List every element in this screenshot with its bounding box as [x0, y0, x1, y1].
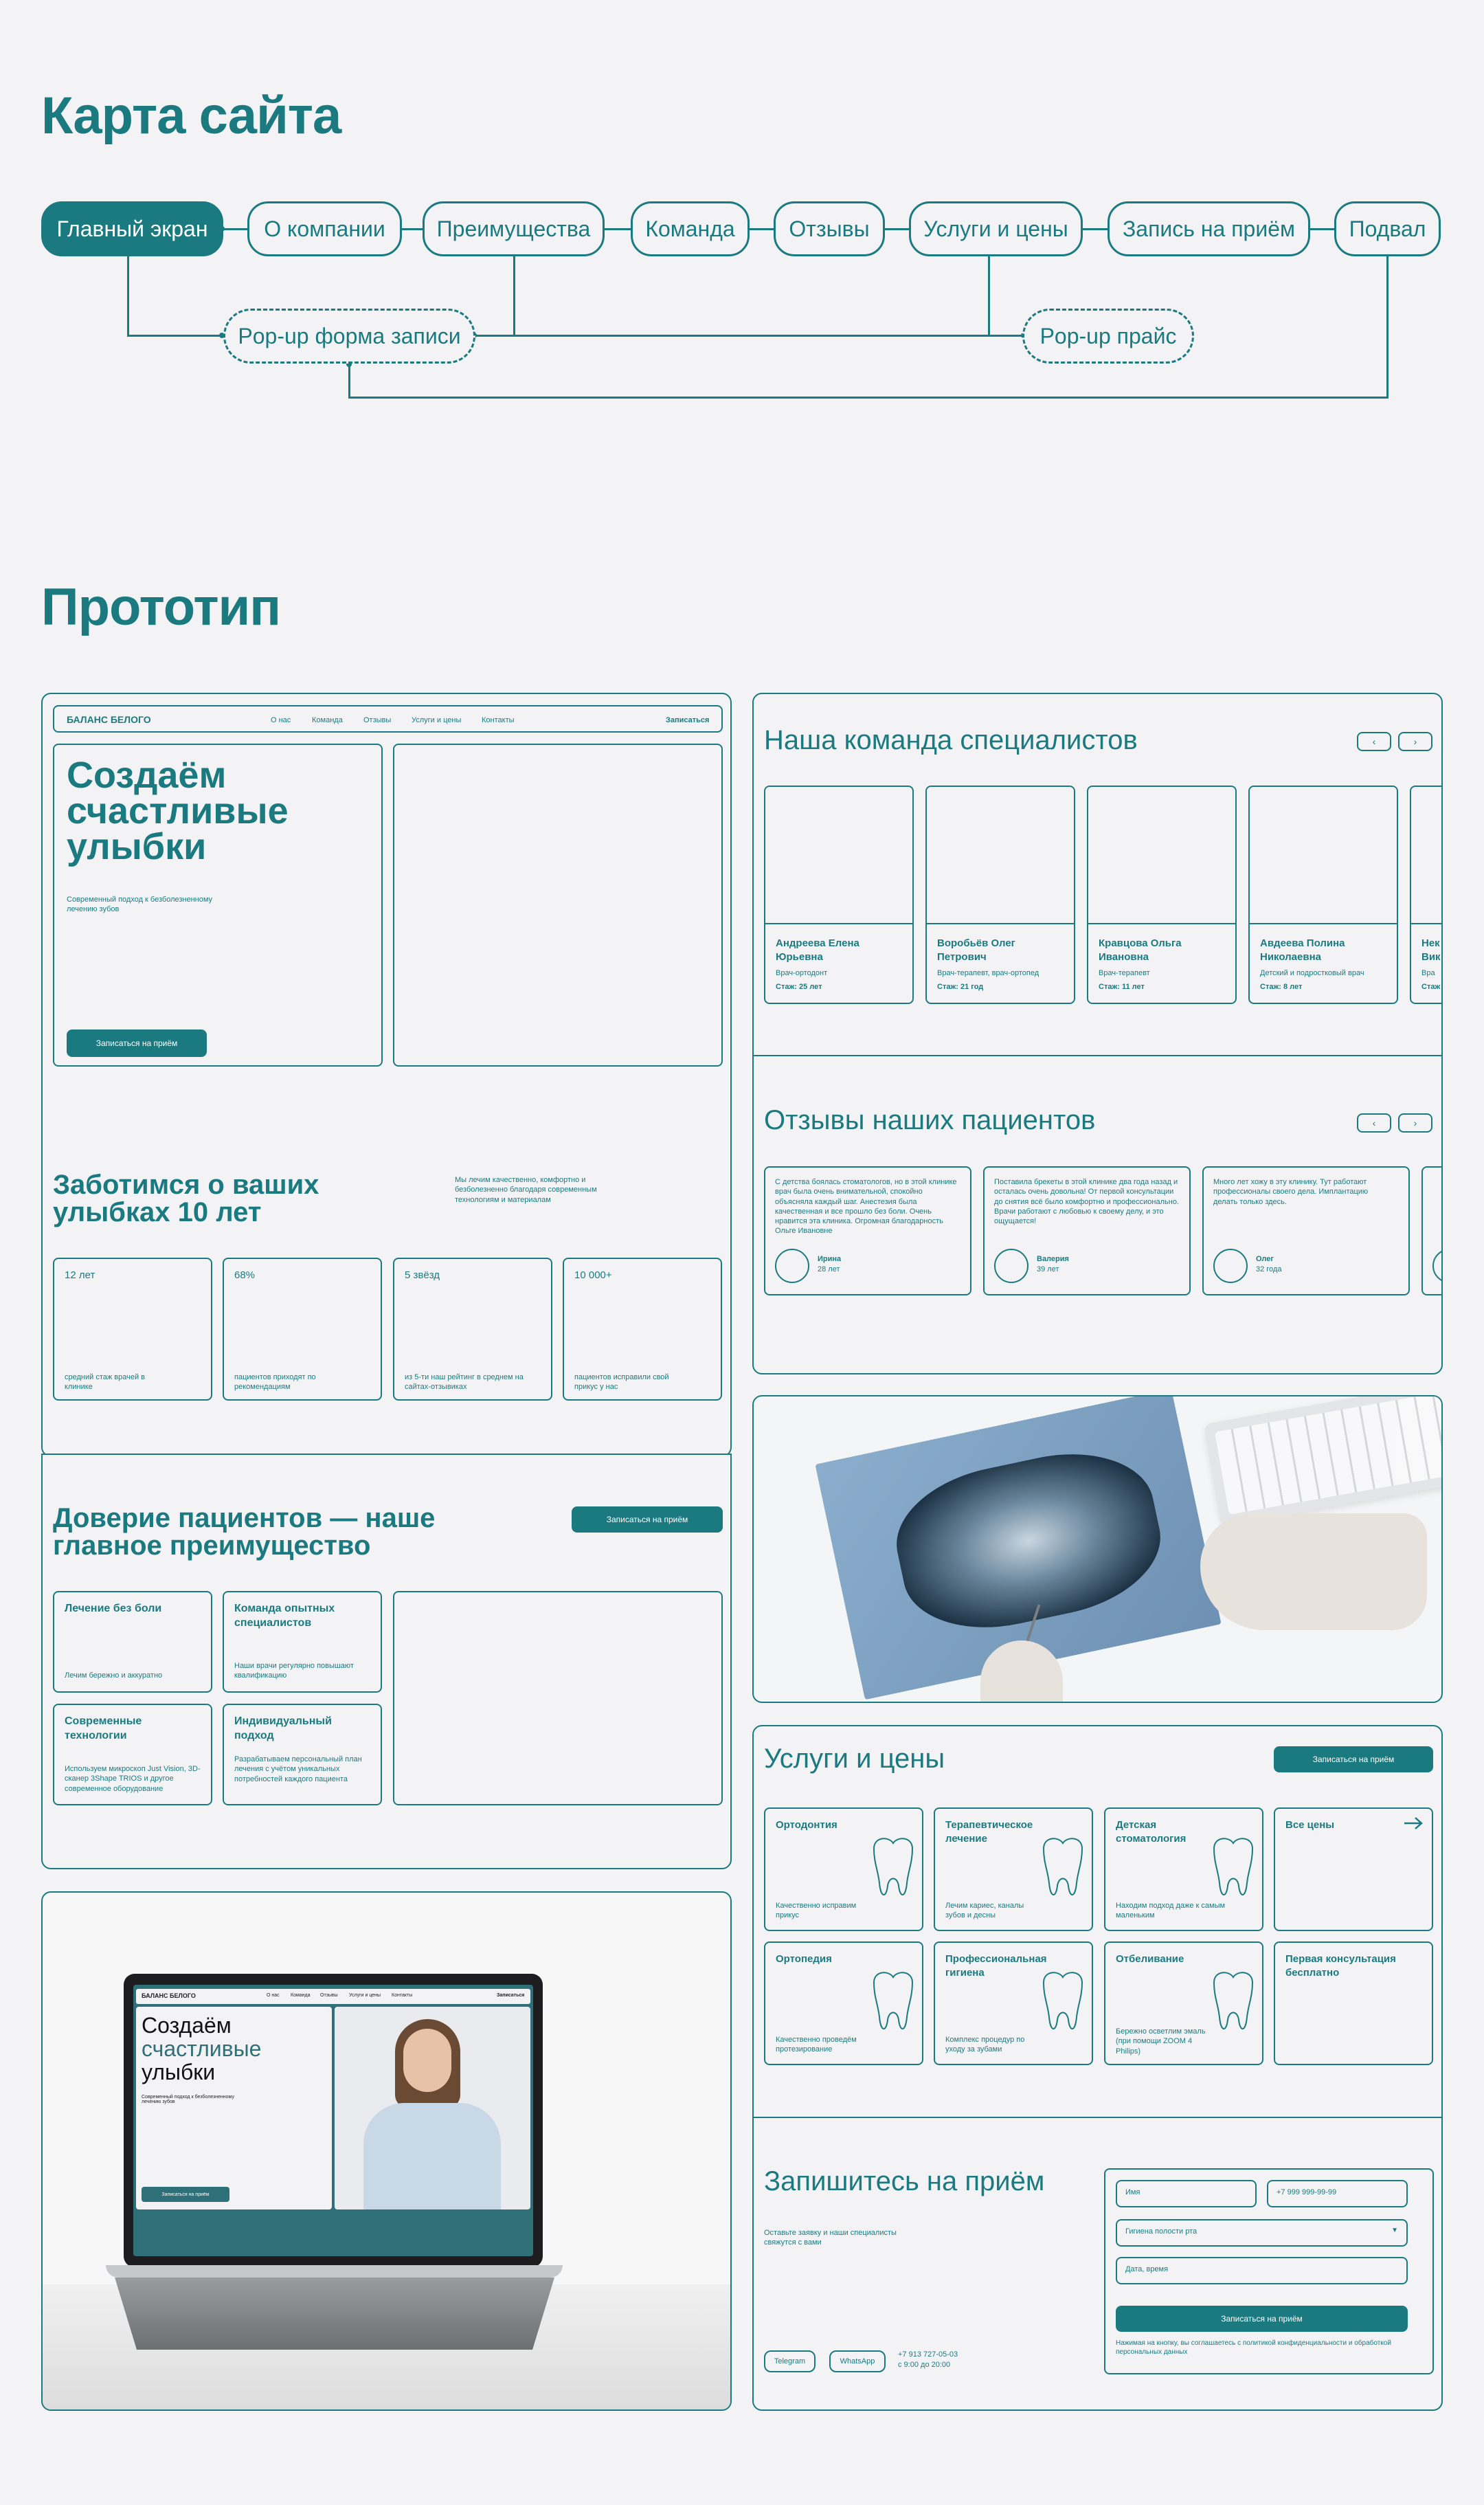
laptop-hero-card	[136, 2007, 332, 2209]
stat-label: пациентов исправили свой прикус у нас	[574, 1373, 669, 1392]
trust-card-title: Современные технологии	[65, 1715, 142, 1741]
trust-card-text: Используем микроскоп Just Vision, 3D-сканер 3Shape TRIOS и другое современное оборудование	[65, 1765, 201, 1793]
stat-value: 68%	[234, 1269, 256, 1281]
connector-line	[988, 256, 990, 337]
trust-card-title: Индивидуальный подход	[234, 1715, 332, 1741]
tooth-icon	[1208, 1835, 1258, 1904]
prototype-title: Прототип	[41, 578, 281, 636]
connector-line	[513, 256, 515, 337]
team-member-exp: Стаж: 25 лет	[776, 983, 822, 991]
name-input[interactable]: Имя	[1116, 2180, 1257, 2207]
trust-card-text: Разрабатываем персональный план лечения с учётом уникальных потребностей каждого пациента	[234, 1755, 362, 1783]
stat-value: 10 000+	[574, 1269, 612, 1281]
booking-title: Запишитесь на приём	[764, 2166, 1045, 2196]
team-card[interactable]	[1248, 786, 1398, 1004]
review-card	[1202, 1166, 1410, 1295]
team-member-name: Нек Вик	[1421, 937, 1441, 963]
team-next-button[interactable]: ›	[1398, 732, 1432, 751]
service-card[interactable]	[934, 1941, 1093, 2065]
service-title: Ортопедия	[776, 1953, 832, 1965]
laptop-nav-item: Контакты	[392, 1993, 413, 1998]
team-member-exp: Стаж: 8 лет	[1260, 983, 1303, 991]
gloved-hand	[1200, 1513, 1427, 1630]
team-member-role: Детский и подростковый врач	[1260, 969, 1364, 977]
reviewer-age: 39 лет	[1037, 1265, 1059, 1273]
connector-line	[348, 397, 1389, 399]
date-input[interactable]: Дата, время	[1116, 2257, 1408, 2284]
team-member-name: Кравцова Ольга Ивановна	[1099, 937, 1182, 963]
reviewer-avatar	[775, 1249, 809, 1283]
sitemap-node-booking[interactable]: Запись на приём	[1108, 201, 1310, 256]
contact-phone[interactable]: +7 913 727-05-03	[898, 2350, 958, 2359]
chevron-down-icon: ▼	[1391, 2227, 1398, 2234]
laptop-body	[115, 2278, 554, 2350]
connector-line	[474, 335, 1024, 337]
team-title: Наша команда специалистов	[764, 725, 1138, 755]
prototype-frame-xray-photo	[752, 1395, 1443, 1703]
laptop-title-3: улыбки	[142, 2060, 216, 2084]
service-title: Профессиональная гигиена	[945, 1953, 1047, 1979]
service-title: Первая консультация бесплатно	[1285, 1953, 1396, 1979]
laptop-base	[106, 2265, 563, 2278]
prototype-frame-laptop	[41, 1891, 732, 2411]
review-card	[1421, 1166, 1443, 1295]
sitemap-node-reviews[interactable]: Отзывы	[774, 201, 885, 256]
team-member-name: Андреева Елена Юрьевна	[776, 937, 859, 963]
team-member-role: Врач-ортодонт	[776, 969, 828, 977]
sitemap-popup-form[interactable]: Pop-up форма записи	[223, 309, 475, 364]
reviewer-avatar	[1432, 1249, 1443, 1283]
nav-reviews[interactable]: Отзывы	[363, 716, 392, 724]
service-card[interactable]	[1104, 1941, 1263, 2065]
free-consultation-card[interactable]	[1274, 1941, 1433, 2065]
trust-image-placeholder	[393, 1591, 723, 1805]
whatsapp-button[interactable]: WhatsApp	[829, 2350, 886, 2372]
reviewer-age: 32 года	[1256, 1265, 1282, 1273]
sitemap-node-about[interactable]: О компании	[247, 201, 402, 256]
review-card	[764, 1166, 971, 1295]
nav-contacts[interactable]: Контакты	[482, 716, 515, 724]
nav-services[interactable]: Услуги и цены	[412, 716, 462, 724]
service-text: Бережно осветлим эмаль (при помощи ZOOM 4 Philips)	[1116, 2027, 1206, 2056]
laptop-nav-item: Отзывы	[320, 1993, 338, 1998]
photo-face	[403, 2029, 451, 2092]
arrow-right-icon	[1403, 1816, 1424, 1831]
trust-card	[53, 1591, 212, 1693]
team-card[interactable]	[925, 786, 1075, 1004]
laptop-header	[136, 1989, 530, 2004]
site-logo[interactable]: БАЛАНС БЕЛОГО	[67, 714, 151, 725]
hero-book-button[interactable]: Записаться на приём	[67, 1029, 207, 1057]
prototype-frame-services	[752, 1725, 1443, 2411]
service-select[interactable]	[1116, 2219, 1408, 2247]
stat-value: 12 лет	[65, 1269, 95, 1281]
stat-card	[223, 1258, 382, 1401]
laptop-nav-item: Услуги и цены	[349, 1993, 381, 1998]
stat-card	[563, 1258, 722, 1401]
stat-card	[393, 1258, 552, 1401]
header-cta[interactable]: Записаться	[666, 716, 710, 724]
hero-image-placeholder	[393, 744, 723, 1067]
trust-book-button[interactable]: Записаться на приём	[572, 1506, 723, 1533]
team-member-role: Врач-терапевт, врач-ортопед	[937, 969, 1039, 977]
tooth-icon	[868, 1969, 918, 2038]
team-card-divider	[765, 923, 912, 924]
service-card[interactable]	[934, 1807, 1093, 1931]
sitemap-node-advantages[interactable]: Преимущества	[423, 201, 605, 256]
laptop-nav-item: Команда	[291, 1993, 311, 1998]
sitemap-node-team[interactable]: Команда	[631, 201, 750, 256]
sitemap-title: Карта сайта	[41, 87, 341, 145]
trust-card-text: Лечим бережно и аккуратно	[65, 1671, 163, 1680]
laptop-nav-item: О нас	[267, 1993, 280, 1998]
hero-card	[53, 744, 383, 1067]
service-select-value: Гигиена полости рта	[1125, 2227, 1198, 2236]
stat-label: из 5-ти наш рейтинг в среднем на сайтах-отзывиках	[405, 1373, 524, 1392]
team-member-exp: Стаж	[1421, 983, 1441, 991]
trust-card-text: Наши врачи регулярно повышают квалификацию	[234, 1662, 354, 1680]
stat-value: 5 звёзд	[405, 1269, 440, 1281]
team-member-exp: Стаж: 21 год	[937, 983, 984, 991]
nav-about[interactable]: О нас	[271, 716, 291, 724]
hero-title: Создаём счастливые улыбки	[67, 755, 289, 867]
team-card[interactable]	[1410, 786, 1443, 1004]
laptop-title-2: счастливые	[142, 2036, 262, 2061]
hero-subtitle: Современный подход к безболезненному лечению зубов	[67, 895, 213, 914]
service-card[interactable]	[1104, 1807, 1263, 1931]
sitemap-node-main[interactable]: Главный экран	[41, 201, 223, 256]
team-card-divider	[927, 923, 1074, 924]
trust-card-title: Команда опытных специалистов	[234, 1603, 335, 1629]
reviews-next-button[interactable]: ›	[1398, 1113, 1432, 1133]
team-card-divider	[1250, 923, 1397, 924]
tooth-icon	[1208, 1969, 1258, 2038]
service-text: Лечим кариес, каналы зубов и десны	[945, 1902, 1024, 1920]
laptop-logo: БАЛАНС БЕЛОГО	[142, 1992, 196, 1999]
review-text: Много лет хожу в эту клинику. Тут работают профессионалы своего дела. Имплантацию делать только здесь.	[1213, 1178, 1369, 1206]
about-text: Мы лечим качественно, комфортно и безболезненно благодаря современным технологиям и материалам	[455, 1176, 597, 1204]
reviewer-age: 28 лет	[818, 1265, 840, 1273]
laptop-subtitle: Современный подход к безболезненному лечению зубов	[142, 2095, 234, 2104]
contact-hours: с 9:00 до 20:00	[898, 2361, 951, 2369]
service-title: Отбеливание	[1116, 1953, 1184, 1965]
tooth-icon	[868, 1835, 918, 1904]
laptop-screen	[124, 1974, 543, 2267]
booking-form	[1104, 2168, 1434, 2374]
sitemap-node-services[interactable]: Услуги и цены	[909, 201, 1083, 256]
site-header	[53, 705, 723, 733]
trust-card	[223, 1591, 382, 1693]
trust-card	[223, 1704, 382, 1805]
laptop-cta: Записаться	[497, 1993, 525, 1998]
reviewer-avatar	[1213, 1249, 1248, 1283]
service-text: Качественно проведём протезирование	[776, 2036, 857, 2054]
phone-input[interactable]: +7 999 999-99-99	[1267, 2180, 1408, 2207]
connector-line	[348, 364, 350, 399]
team-card-divider	[1088, 923, 1235, 924]
laptop-display	[133, 1985, 533, 2256]
laptop-button: Записаться на приём	[142, 2187, 229, 2202]
reviewer-avatar	[994, 1249, 1028, 1283]
reviewer-name: Олег	[1256, 1255, 1274, 1263]
prototype-frame-trust	[41, 1454, 732, 1869]
photo-shirt	[363, 2103, 501, 2209]
services-title: Услуги и цены	[764, 1744, 945, 1774]
connector-line	[127, 256, 129, 337]
team-prev-button[interactable]: ‹	[1357, 732, 1391, 751]
team-member-name: Воробьёв Олег Петрович	[937, 937, 1015, 963]
service-text: Находим подход даже к самым маленьким	[1116, 1902, 1226, 1920]
prototype-frame-team	[752, 693, 1443, 1374]
tooth-icon	[1038, 1969, 1088, 2038]
services-book-button[interactable]: Записаться на приём	[1274, 1746, 1433, 1772]
keyboard	[1204, 1395, 1443, 1526]
service-text: Комплекс процедур по уходу за зубами	[945, 2036, 1025, 2054]
stat-label: пациентов приходят по рекомендациям	[234, 1373, 316, 1392]
sitemap-node-footer[interactable]: Подвал	[1334, 201, 1441, 256]
reviews-prev-button[interactable]: ‹	[1357, 1113, 1391, 1133]
trust-card-title: Лечение без боли	[65, 1603, 162, 1614]
service-title: Все цены	[1285, 1819, 1335, 1831]
service-title: Детская стоматология	[1116, 1819, 1187, 1845]
service-text: Качественно исправим прикус	[776, 1902, 857, 1920]
stat-label: средний стаж врачей в клинике	[65, 1373, 146, 1392]
laptop-photo	[335, 2007, 530, 2209]
keyboard-keys	[1215, 1395, 1443, 1515]
team-member-role: Вра	[1421, 969, 1435, 977]
review-text: Поставила брекеты в этой клинике два года назад и осталась очень довольна! От первой консультации до снятия всё было комфортно и профессионально. Врачи работают с любовью к своему делу, и это ощущается!	[994, 1178, 1179, 1226]
review-card	[983, 1166, 1191, 1295]
reviewer-name: Валерия	[1037, 1255, 1069, 1263]
about-title: Заботимся о ваших улыбках 10 лет	[53, 1170, 319, 1227]
nav-team[interactable]: Команда	[312, 716, 343, 724]
service-card[interactable]	[764, 1941, 923, 2065]
section-divider	[754, 2117, 1443, 2118]
connector-line	[1386, 256, 1389, 399]
connector-line	[127, 335, 225, 337]
team-card[interactable]	[1087, 786, 1237, 1004]
trust-card	[53, 1704, 212, 1805]
team-member-exp: Стаж: 11 лет	[1099, 983, 1145, 991]
team-card-divider	[1411, 923, 1443, 924]
service-card[interactable]	[764, 1807, 923, 1931]
team-member-role: Врач-терапевт	[1099, 969, 1150, 977]
booking-submit-button[interactable]: Записаться на приём	[1116, 2306, 1408, 2332]
trust-title: Доверие пациентов — наше главное преимущество	[53, 1503, 436, 1561]
telegram-button[interactable]: Telegram	[764, 2350, 816, 2372]
service-title: Терапевтическое лечение	[945, 1819, 1033, 1845]
prototype-frame-home	[41, 693, 732, 1457]
tooth-icon	[1038, 1835, 1088, 1904]
reviews-title: Отзывы наших пациентов	[764, 1105, 1096, 1135]
reviewer-name: Ирина	[818, 1255, 842, 1263]
all-prices-card[interactable]	[1274, 1807, 1433, 1931]
section-divider	[754, 1055, 1443, 1056]
laptop-title-1: Создаём	[142, 2013, 232, 2038]
booking-text: Оставьте заявку и наши специалисты свяжутся с вами	[764, 2229, 897, 2247]
service-title: Ортодонтия	[776, 1819, 837, 1831]
stat-card	[53, 1258, 212, 1401]
team-member-name: Авдеева Полина Николаевна	[1260, 937, 1345, 963]
booking-consent: Нажимая на кнопку, вы соглашаетесь с политикой конфиденциальности и обработкой персональных данных	[1116, 2339, 1391, 2356]
sitemap-popup-price[interactable]: Pop-up прайс	[1022, 309, 1194, 364]
team-card[interactable]	[764, 786, 914, 1004]
review-text: С детства боялась стоматологов, но в этой клинике врач была очень внимательной, спокойно объясняла каждый шаг. Анестезия была качественная и все прошло без боли. Очень нравится эта клиника. Огромная благодарность Ольге Ивановне	[775, 1178, 957, 1236]
